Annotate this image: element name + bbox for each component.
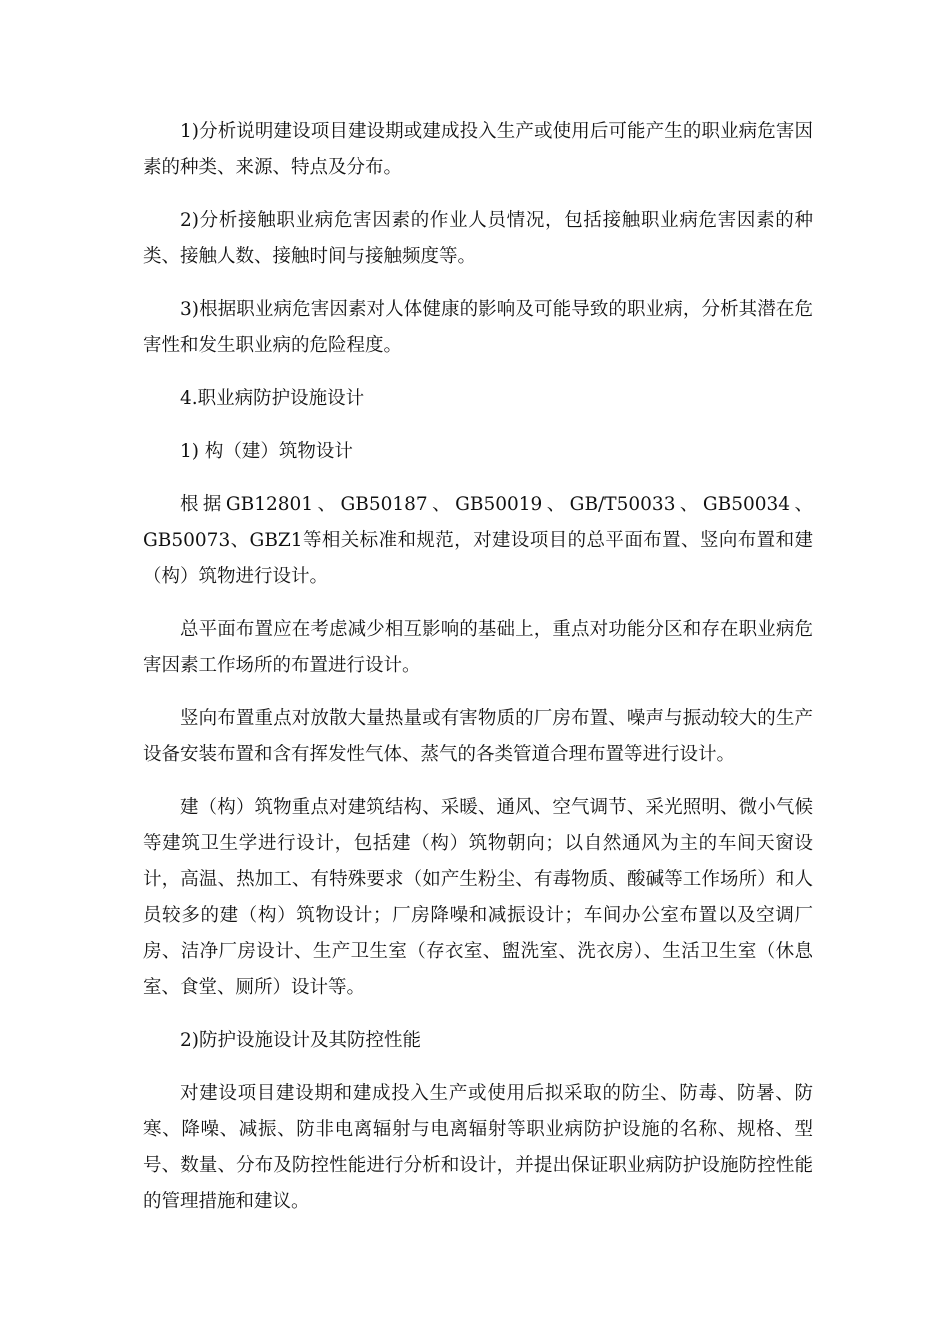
paragraph-protective-facilities: 对建设项目建设期和建成投入生产或使用后拟采取的防尘、防毒、防暑、防寒、降噪、减振、防非电离辐射与电离辐射等职业病防护设施的名称、规格、型号、数量、分布及防控性能进行分析和设计，并提出保证职业病防护设施防控性能的管理措施和建议。 — [143, 1083, 813, 1212]
paragraph-health-impact: 3)根据职业病危害因素对人体健康的影响及可能导致的职业病，分析其潜在危害性和发生职业病的危险程度。 — [143, 299, 813, 356]
paragraph-site-layout: 总平面布置应在考虑减少相互影响的基础上，重点对功能分区和存在职业病危害因素工作场所的布置进行设计。 — [143, 619, 813, 676]
paragraph-building-hygiene: 建（构）筑物重点对建筑结构、采暖、通风、空气调节、采光照明、微小气候等建筑卫生学进行设计，包括建（构）筑物朝向；以自然通风为主的车间天窗设计，高温、热加工、有特殊要求（如产生粉尘、有毒物质、酸碱等工作场所）和人员较多的建（构）筑物设计；厂房降噪和减振设计；车间办公室布置以及空调厂房、洁净厂房设计、生产卫生室（存衣室、盥洗室、洗衣房）、生活卫生室（休息室、食堂、厕所）设计等。 — [143, 797, 813, 998]
paragraph-vertical-layout: 竖向布置重点对放散大量热量或有害物质的厂房布置、噪声与振动较大的生产设备安装布置和含有挥发性气体、蒸气的各类管道合理布置等进行设计。 — [143, 708, 813, 765]
subsection-heading-building-design: 1) 构（建）筑物设计 — [180, 441, 353, 462]
paragraph-exposed-workers: 2)分析接触职业病危害因素的作业人员情况，包括接触职业病危害因素的种类、接触人数、接触时间与接触频度等。 — [143, 210, 813, 267]
paragraph-hazard-factors: 1)分析说明建设项目建设期或建成投入生产或使用后可能产生的职业病危害因素的种类、来源、特点及分布。 — [143, 121, 813, 178]
subsection-heading-protective-facilities: 2)防护设施设计及其防控性能 — [180, 1030, 421, 1051]
section-heading-protection-design: 4.职业病防护设施设计 — [180, 388, 365, 409]
document-body — [143, 114, 813, 1237]
paragraph-standards: 根据GB12801、GB50187、GB50019、GB/T50033、GB50034、GB50073、GBZ1等相关标准和规范，对建设项目的总平面布置、竖向布置和建（构）筑物进行设计。 — [143, 494, 813, 587]
